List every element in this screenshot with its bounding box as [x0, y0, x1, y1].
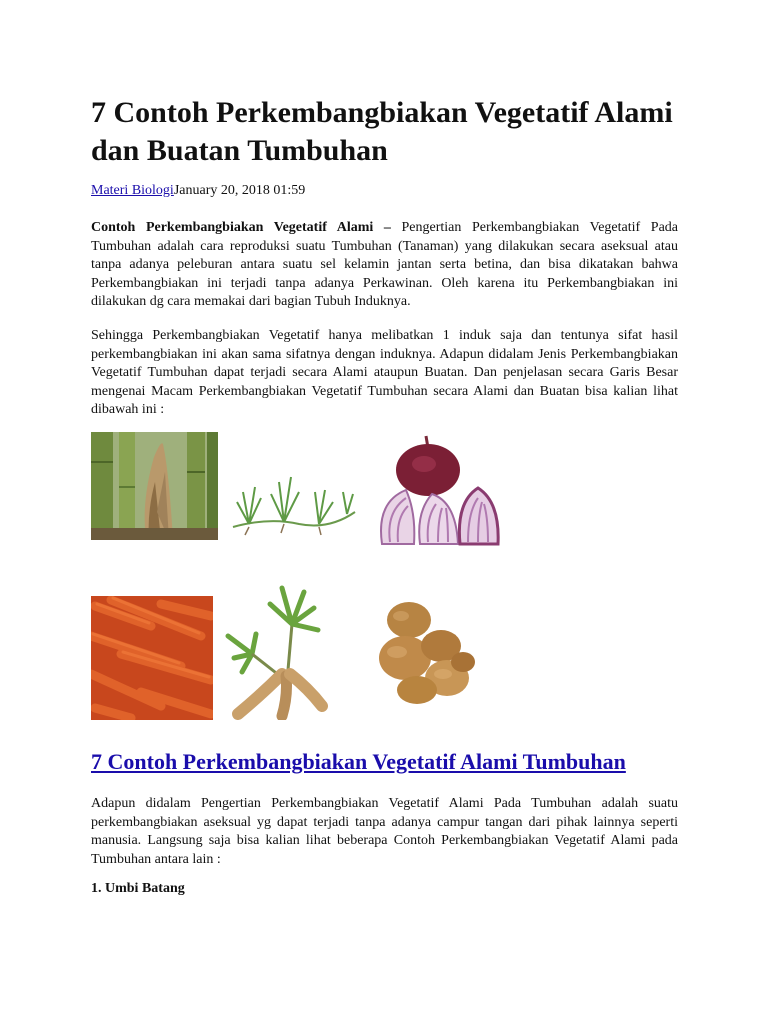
onion-icon [376, 432, 502, 548]
intro-paragraph [91, 219, 678, 312]
ginger-image [357, 592, 487, 710]
category-link[interactable]: Materi Biologi [91, 183, 174, 198]
carrot-icon [91, 596, 213, 720]
intro-bold-lead: Contoh Perkembangbiakan Vegetatif Alami – [91, 220, 391, 235]
article-meta [91, 182, 305, 200]
publish-date: January 20, 2018 01:59 [173, 183, 306, 198]
runner-plant-icon [229, 432, 357, 540]
intro-text: Pengertian Perkembangbiakan Vegetatif Pada Tumbuhan adalah cara reproduksi suatu Tumbuhan (Tanaman) yang dilakukan secara aseksual atau tanpa adanya peleburan antara suatu sel kelamin jantan serta betina, dan bisa dikatakan bahwa Perkembangbiakan ini terjadi tanpa adanya Perkawinan. Oleh karena itu Perkembangbiakan ini dilakukan dg cara memakai dari bagian Tubuh Induknya. [91, 220, 678, 309]
article-title: 7 Contoh Perkembangbiakan Vegetatif Alami dan Buatan Tumbuhan [91, 96, 673, 167]
ginger-icon [357, 592, 487, 710]
grass-runner-image [229, 432, 357, 540]
paragraph-3: Adapun didalam Pengertian Perkembangbiakan Vegetatif Alami Pada Tumbuhan adalah suatu perkembangbiakan aseksual yg dapat terjadi tanpa adanya campur tangan dari pihak lainnya seperti manusia. Langsung saja bisa kalian lihat beberapa Contoh Perkembangbiakan Vegetatif Alami pada Tumbuhan antara lain : [91, 796, 678, 867]
cassava-image [222, 584, 328, 720]
cassava-icon [222, 584, 328, 720]
red-onion-image [376, 432, 502, 548]
section-heading-link[interactable]: 7 Contoh Perkembangbiakan Vegetatif Alami Tumbuhan [91, 749, 626, 774]
carrots-image [91, 596, 213, 720]
paragraph-2: Sehingga Perkembangbiakan Vegetatif hanya melibatkan 1 induk saja dan tentunya sifat hasil perkembangbiakan ini akan sama sifatnya dengan induknya. Adapun didalam Jenis Perkembangbiakan Vegetatif Tumbuhan dapat terjadi secara Alami ataupun Buatan. Dan penjelasan secara Garis Besar mengenai Macam Perkembangbiakan Vegetatif Tumbuhan secara Alami dan Buatan bisa kalian lihat dibawah ini : [91, 328, 678, 417]
subheading-umbi-batang: 1. Umbi Batang [91, 881, 185, 896]
bamboo-shoot-image [91, 432, 218, 540]
bamboo-shoot-icon [91, 432, 218, 540]
